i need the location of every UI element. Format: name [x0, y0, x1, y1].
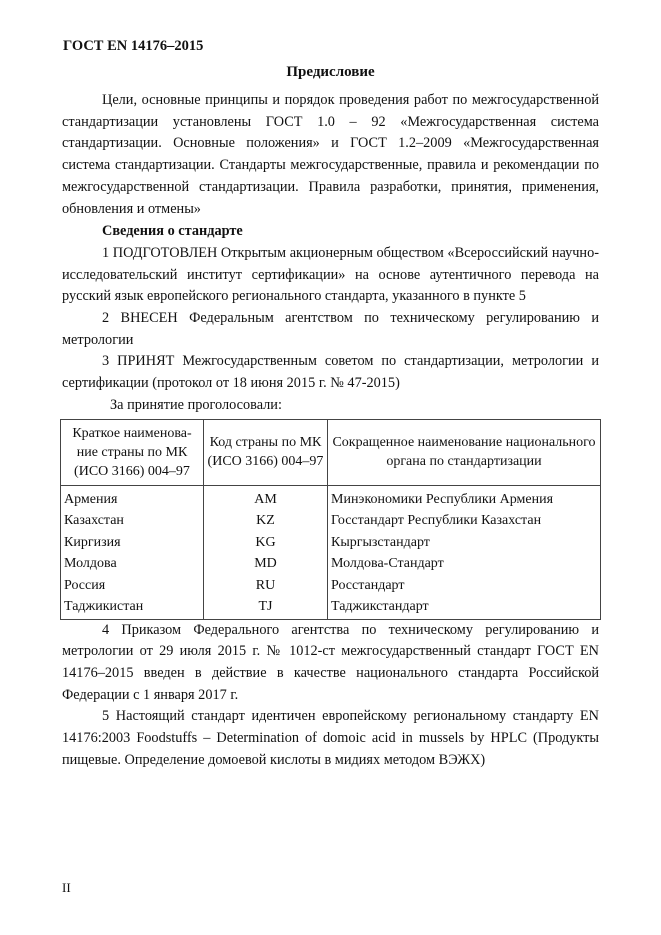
voted-for-label: За принятие проголосовали:	[110, 396, 282, 413]
intro-paragraph: Цели, основные принципы и порядок проведения работ по межгосударственной стандартизации установлены ГОСТ 1.0 – 92 «Межгосударственная система стандартизации. Основные положения» и ГОСТ 1.2–2009 «Межгосударственная система стандартизации. Стандарты межгосударственные, правила и рекомендации по межгосударственной стандартизации. Правила разработки, принятия, применения, обновления и отмены»	[62, 92, 599, 217]
table-row	[61, 596, 601, 619]
header-standards-body: Сокращенное наименование национального органа по стандартизации	[328, 419, 601, 485]
standards-body-cell: Росстандарт	[328, 575, 601, 597]
country-code-cell: KZ	[204, 510, 328, 532]
country-code-cell: AM	[204, 485, 328, 510]
table-row	[61, 553, 601, 575]
item-3-paragraph: 3 ПРИНЯТ Межгосударственным советом по стандартизации, метрологии и сертификации (протокол от 18 июня 2015 г. № 47-2015)	[62, 353, 599, 392]
standards-body-cell: Минэкономики Республики Армения	[328, 485, 601, 510]
country-name-cell: Россия	[61, 575, 204, 597]
country-name-cell: Казахстан	[61, 510, 204, 532]
standards-body-cell: Кыргызстандарт	[328, 532, 601, 554]
table-row	[61, 485, 601, 510]
item-1-paragraph: 1 ПОДГОТОВЛЕН Открытым акционерным обществом «Всероссийский научно-исследовательский институт сертификации» на основе аутентичного перевода на русский язык европейского регионального стандарта, указанного в пункте 5	[62, 244, 599, 305]
header-country-name: Краткое наименова-ние страны по МК (ИСО 3166) 004–97	[61, 419, 204, 485]
country-name-cell: Таджикистан	[61, 596, 204, 619]
standards-body-cell: Госстандарт Республики Казахстан	[328, 510, 601, 532]
item-5-paragraph: 5 Настоящий стандарт идентичен европейскому региональному стандарту EN 14176:2003 Foodstuffs – Determination of domoic acid in mussels by HPLC (Продукты пищевые. Определение домоевой кислоты в мидиях методом ВЭЖХ)	[62, 708, 599, 768]
item-2-paragraph: 2 ВНЕСЕН Федеральным агентством по техническому регулированию и метрологии	[62, 310, 599, 348]
item-4-paragraph: 4 Приказом Федерального агентства по техническому регулированию и метрологии от 29 июля 2015 г. № 1012-ст межгосударственный стандарт ГОСТ EN 14176–2015 введен в действие в качестве национального стандарта Российской Федерации с 1 января 2017 г.	[62, 621, 599, 703]
standards-body-cell: Молдова-Стандарт	[328, 553, 601, 575]
standards-body-cell: Таджикстандарт	[328, 596, 601, 619]
country-code-cell: MD	[204, 553, 328, 575]
page-number: II	[62, 880, 71, 895]
table-row	[61, 532, 601, 554]
table-row	[61, 575, 601, 597]
table-row	[61, 510, 601, 532]
preface-body	[62, 90, 599, 771]
preface-title: Предисловие	[286, 64, 375, 80]
member-states-table	[60, 419, 601, 620]
country-code-cell: RU	[204, 575, 328, 597]
country-name-cell: Киргизия	[61, 532, 204, 554]
country-name-cell: Армения	[61, 485, 204, 510]
table-header-row	[61, 419, 601, 485]
header-country-code: Код страны по МК (ИСО 3166) 004–97	[204, 419, 328, 485]
standard-info-subtitle: Сведения о стандарте	[102, 223, 243, 240]
country-name-cell: Молдова	[61, 553, 204, 575]
document-code-header: ГОСТ EN 14176–2015	[63, 38, 204, 54]
country-code-cell: TJ	[204, 596, 328, 619]
country-code-cell: KG	[204, 532, 328, 554]
